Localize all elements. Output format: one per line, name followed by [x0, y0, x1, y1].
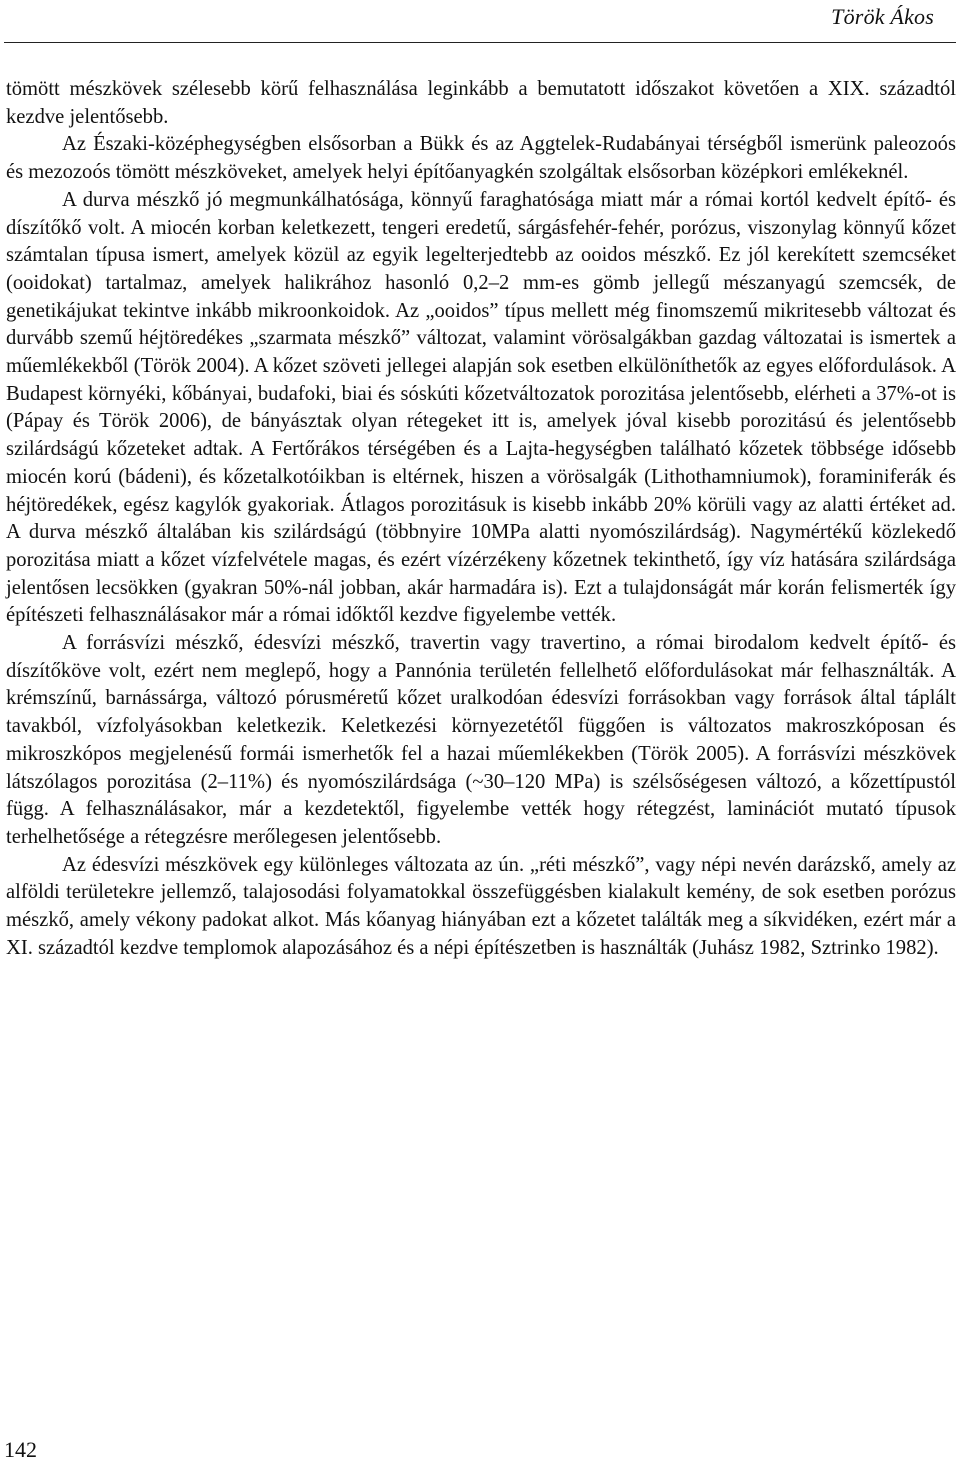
paragraph: Az édesvízi mészkövek egy különleges változata az ún. „réti mészkő”, vagy népi nevén darázskő, amely az alföldi területekre jellemző, talajosodási folyamatokkal összefüggésben kialakult kemény, de sok esetben porózus mészkő, amely vékony padokat alkot. Más kőanyag hiányában ezt a kőzetet találták meg a síkvidéken, ezért már a XI. századtól kezdve templomok alapozásához és a népi építészetben is használták (Juhász 1982, Sztrinko 1982). [6, 853, 956, 959]
paragraph: Az Északi-középhegységben elsősorban a Bükk és az Aggtelek-Rudabányai térségből ismerünk paleozoós és mezozoós tömött mészköveket, amelyek helyi építőanyagkén szolgáltak elsősorban középkori emlékeknél. [6, 133, 956, 184]
body-text [6, 76, 956, 963]
running-header-author: Török Ákos [831, 4, 934, 29]
page-number: 142 [4, 1437, 37, 1462]
paragraph: A forrásvízi mészkő, édesvízi mészkő, travertin vagy travertino, a római birodalom kedvelt építő- és díszítőköve volt, ezért nem meglepő, hogy a Pannónia területén fellelhető előfordulásokat már felhasználták. A krémszínű, barnássárga, változó pórusméretű kőzet uralkodóan édesvízi forrásokban vagy források által táplált tavakból, vízfolyásokban keletkezik. Keletkezési környezetétől függően is változatos makroszkóposan és mikroszkópos megjelenésű formái ismerhetők fel a hazai műemlékekben (Török 2005). A forrásvízi mészkövek látszólagos porozitása (2–11%) és nyomószilárdsága (~30–120 MPa) is szélsőségesen változó, a kőzettípustól függ. A felhasználásakor, már a kezdetektől, figyelembe vették hogy rétegzést, laminációt mutató típusok terhelhetősége a rétegzésre merőlegesen jelentősebb. [6, 632, 956, 848]
paragraph: A durva mészkő jó megmunkálhatósága, könnyű faraghatósága miatt már a római kortól kedvelt építő- és díszítőkő volt. A miocén korban keletkezett, tengeri eredetű, sárgásfehér-fehér, porózus, viszonylag könnyű kőzet számtalan típusa ismert, amelyek közül az egyik legelterjedtebb az ooidos mészkő. Ez jól kerekített szemcséket (ooidokat) tartalmaz, amelyek halikrához hasonló 0,2–2 mm-es gömb jellegű mészanyagú szemcsék, de genetikájukat tekintve inkább mikroonkoidok. Az „ooidos” típus mellett még finomszemű mikritesebb változat és durvább szemű héjtöredékes „szarmata mészkő” változat, valamint vörösalgákban gazdag változatai is ismertek a műemlékekből (Török 2004). A kőzet szöveti jellegei alapján sok esetben elkülöníthetők az egyes előfordulások. A Budapest környéki, kőbányai, budafoki, biai és sóskúti kőzetváltozatok porozitása jelentősebb, elérheti a 37%-ot is (Pápay és Török 2006), de bányásztak olyan rétegeket itt is, amelyek jóval kisebb porozitású és jelentősebb szilárdságú kőzeteket adtak. A Fertőrákos térségében és a Lajta-hegységben található kőzetek többsége idősebb miocén korú (bádeni), és kőzetalkotóikban is eltérnek, hiszen a vörösalgák (Lithothamniumok), foraminiferák és héjtöredékek, egész kagylók gyakoriak. Átlagos porozitásuk is kisebb inkább 20% körüli vagy az alatti értéket ad. A durva mészkő általában kis szilárdságú (többnyire 10MPa alatti nyomószilárdság). Nagymértékű közlekedő porozitása miatt a kőzet vízfelvétele magas, és ezért vízérzékeny kőzetnek tekinthető, így víz hatására szilárdsága jelentősen lecsökken (gyakran 50%-nál jobban, akár harmadára is). Ezt a tulajdonságát már korán felismerték így építészeti felhasználásakor már a római időktől kezdve figyelembe vették. [6, 188, 956, 627]
header-rule [4, 42, 956, 43]
paragraph: tömött mészkövek szélesebb körű felhasználása leginkább a bemutatott időszakot követően a XIX. századtól kezdve jelentősebb. [6, 78, 956, 128]
